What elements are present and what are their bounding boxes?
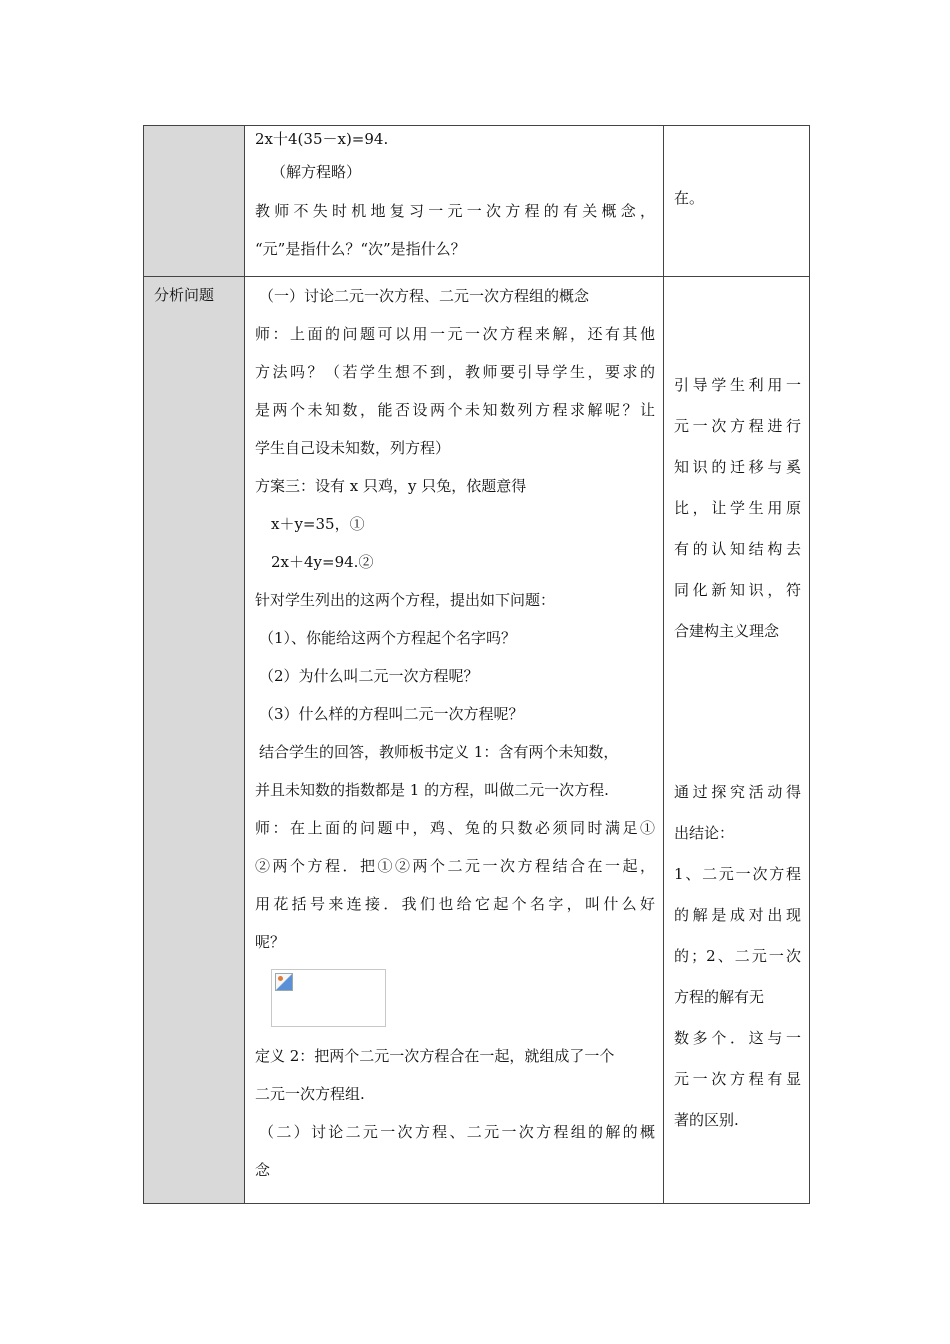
- text-line: 是两个未知数，能否设两个未知数列方程求解呢？让: [255, 401, 655, 419]
- side-note-line: 数多个．这与一: [674, 1029, 801, 1047]
- row-analysis-label-cell: [144, 277, 245, 1204]
- definition-line: 并且未知数的指数都是 1 的方程，叫做二元一次方程.: [255, 781, 609, 799]
- side-note-line: 在。: [674, 189, 705, 207]
- text-line: 二元一次方程组.: [255, 1085, 365, 1103]
- section-heading: （一）讨论二元一次方程、二元一次方程组的概念: [259, 287, 590, 305]
- text-line: 教师不失时机地复习一元一次方程的有关概念，: [255, 202, 655, 220]
- side-note-line: 合建构主义理念: [674, 622, 780, 640]
- question-line: （2）为什么叫二元一次方程呢？: [259, 667, 479, 685]
- side-note-line: 1、二元一次方程: [674, 865, 801, 883]
- text-line: （解方程略）: [271, 163, 362, 181]
- row-top-label: [144, 126, 244, 134]
- row-analysis-label: 分析问题: [154, 286, 215, 304]
- question-line: （3）什么样的方程叫二元一次方程呢？: [259, 705, 524, 723]
- text-line: ②两个方程．把①②两个二元一次方程结合在一起，: [255, 857, 655, 875]
- text-line: “元”是指什么？“次”是指什么？: [255, 240, 466, 258]
- side-note-line: 通过探究活动得: [674, 783, 801, 801]
- side-note-line: 元一次方程有显: [674, 1070, 801, 1088]
- definition-line: 结合学生的回答，教师板书定义 1：含有两个未知数，: [259, 743, 619, 761]
- side-note-line: 同化新知识，符: [674, 581, 801, 599]
- text-line: 方法吗？（若学生想不到，教师要引导学生，要求的: [255, 363, 655, 381]
- row-analysis-main-cell: [245, 277, 664, 1204]
- text-line: 方案三：设有 x 只鸡，y 只兔，依题意得: [255, 477, 527, 495]
- table-row-top: [144, 126, 810, 277]
- text-line: 师：上面的问题可以用一元一次方程来解，还有其他: [255, 325, 655, 343]
- equation-line: 2x十4(35－x)=94.: [255, 130, 389, 148]
- side-spacer: [674, 652, 801, 772]
- broken-image-icon: [275, 973, 293, 991]
- text-line: 师：在上面的问题中，鸡、兔的只数必须同时满足①: [255, 819, 655, 837]
- text-line: 呢？: [255, 933, 286, 951]
- equation-line: 2x＋4y=94.②: [271, 553, 374, 571]
- side-note-line: 出结论：: [674, 824, 735, 842]
- side-note-line: 引导学生利用一: [674, 376, 801, 394]
- side-note-line: 的；2、二元一次: [674, 947, 801, 965]
- side-note-line: 著的区别.: [674, 1111, 739, 1129]
- equation-line: x＋y=35，①: [271, 515, 365, 533]
- side-note-line: 方程的解有无: [674, 988, 765, 1006]
- definition-line: 定义 2：把两个二元一次方程合在一起，就组成了一个: [255, 1047, 615, 1065]
- section-heading: （二）讨论二元一次方程、二元一次方程组的解的概: [259, 1123, 655, 1141]
- side-note-line: 知识的迁移与奚: [674, 458, 801, 476]
- row-analysis-side-cell: [664, 277, 810, 1204]
- text-line: 针对学生列出的这两个方程，提出如下问题：: [255, 591, 556, 609]
- text-line: 念: [255, 1161, 271, 1179]
- equation-image: [271, 969, 386, 1027]
- side-note-line: 的解是成对出现: [674, 906, 801, 924]
- side-note-line: 元一次方程进行: [674, 417, 801, 435]
- question-line: （1）、你能给这两个方程起个名字吗？: [259, 629, 517, 647]
- table-row-analysis: [144, 277, 810, 1204]
- side-note-line: 比，让学生用原: [674, 499, 801, 517]
- row-top-label-cell: [144, 126, 245, 277]
- text-line: 学生自己设未知数，列方程）: [255, 439, 451, 457]
- row-top-main-cell: [245, 126, 664, 277]
- lesson-plan-table: [143, 125, 810, 1204]
- side-note-line: 有的认知结构去: [674, 540, 801, 558]
- text-line: 用花括号来连接．我们也给它起个名字，叫什么好: [255, 895, 655, 913]
- row-top-side-cell: [664, 126, 810, 277]
